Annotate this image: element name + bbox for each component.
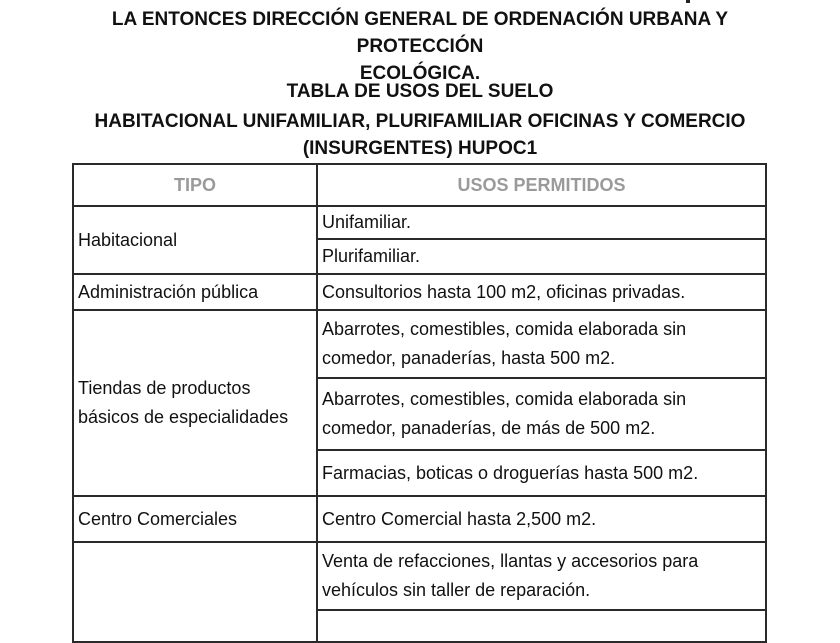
uso-line: comedor, panaderías, de más de 500 m2. <box>322 418 656 438</box>
table-row <box>73 542 766 610</box>
heading-line-2: ECOLÓGICA. <box>359 63 481 84</box>
zone-title <box>60 108 780 162</box>
uso-cell: Consultorios hasta 100 m2, oficinas privadas. <box>317 274 766 310</box>
tipo-cell: Centro Comerciales <box>73 496 317 542</box>
uso-line: Abarrotes, comestibles, comida elaborada sin <box>322 389 687 409</box>
tipo-cell: Habitacional <box>73 206 317 274</box>
header-usos-permitidos: USOS PERMITIDOS <box>317 164 766 206</box>
tipo-cell <box>73 310 317 496</box>
land-use-table <box>72 163 767 643</box>
uso-cell <box>317 610 766 642</box>
header-tipo: TIPO <box>73 164 317 206</box>
table-row <box>73 274 766 310</box>
document-heading <box>60 6 780 87</box>
uso-line: Abarrotes, comestibles, comida elaborada sin <box>322 319 687 339</box>
uso-cell <box>317 378 766 450</box>
tipo-cell: Administración pública <box>73 274 317 310</box>
table-header-row <box>73 164 766 206</box>
uso-cell <box>317 310 766 378</box>
heading-line-1: LA ENTONCES DIRECCIÓN GENERAL DE ORDENACIÓN URBANA Y PROTECCIÓN <box>111 9 729 57</box>
uso-cell: Farmacias, boticas o droguerías hasta 500 m2. <box>317 450 766 496</box>
tipo-line: básicos de especialidades <box>78 407 289 427</box>
table-row <box>73 310 766 378</box>
uso-line: comedor, panaderías, hasta 500 m2. <box>322 348 616 368</box>
uso-line: Venta de refacciones, llantas y accesorios para <box>322 551 699 571</box>
uso-cell: Plurifamiliar. <box>317 239 766 274</box>
uso-cell <box>317 542 766 610</box>
uso-cell: Centro Comercial hasta 2,500 m2. <box>317 496 766 542</box>
table-title: TABLA DE USOS DEL SUELO <box>286 81 554 102</box>
uso-line: vehículos sin taller de reparación. <box>322 580 591 600</box>
table-row <box>73 496 766 542</box>
tipo-line: Tiendas de productos <box>78 378 251 398</box>
tipo-cell <box>73 542 317 642</box>
zone-title-line-2: (INSURGENTES) HUPOC1 <box>302 138 538 159</box>
uso-cell: Unifamiliar. <box>317 206 766 239</box>
table-row <box>73 206 766 239</box>
zone-title-line-1: HABITACIONAL UNIFAMILIAR, PLURIFAMILIAR OFICINAS Y COMERCIO <box>94 111 746 132</box>
cropped-text-remnant <box>300 0 720 4</box>
